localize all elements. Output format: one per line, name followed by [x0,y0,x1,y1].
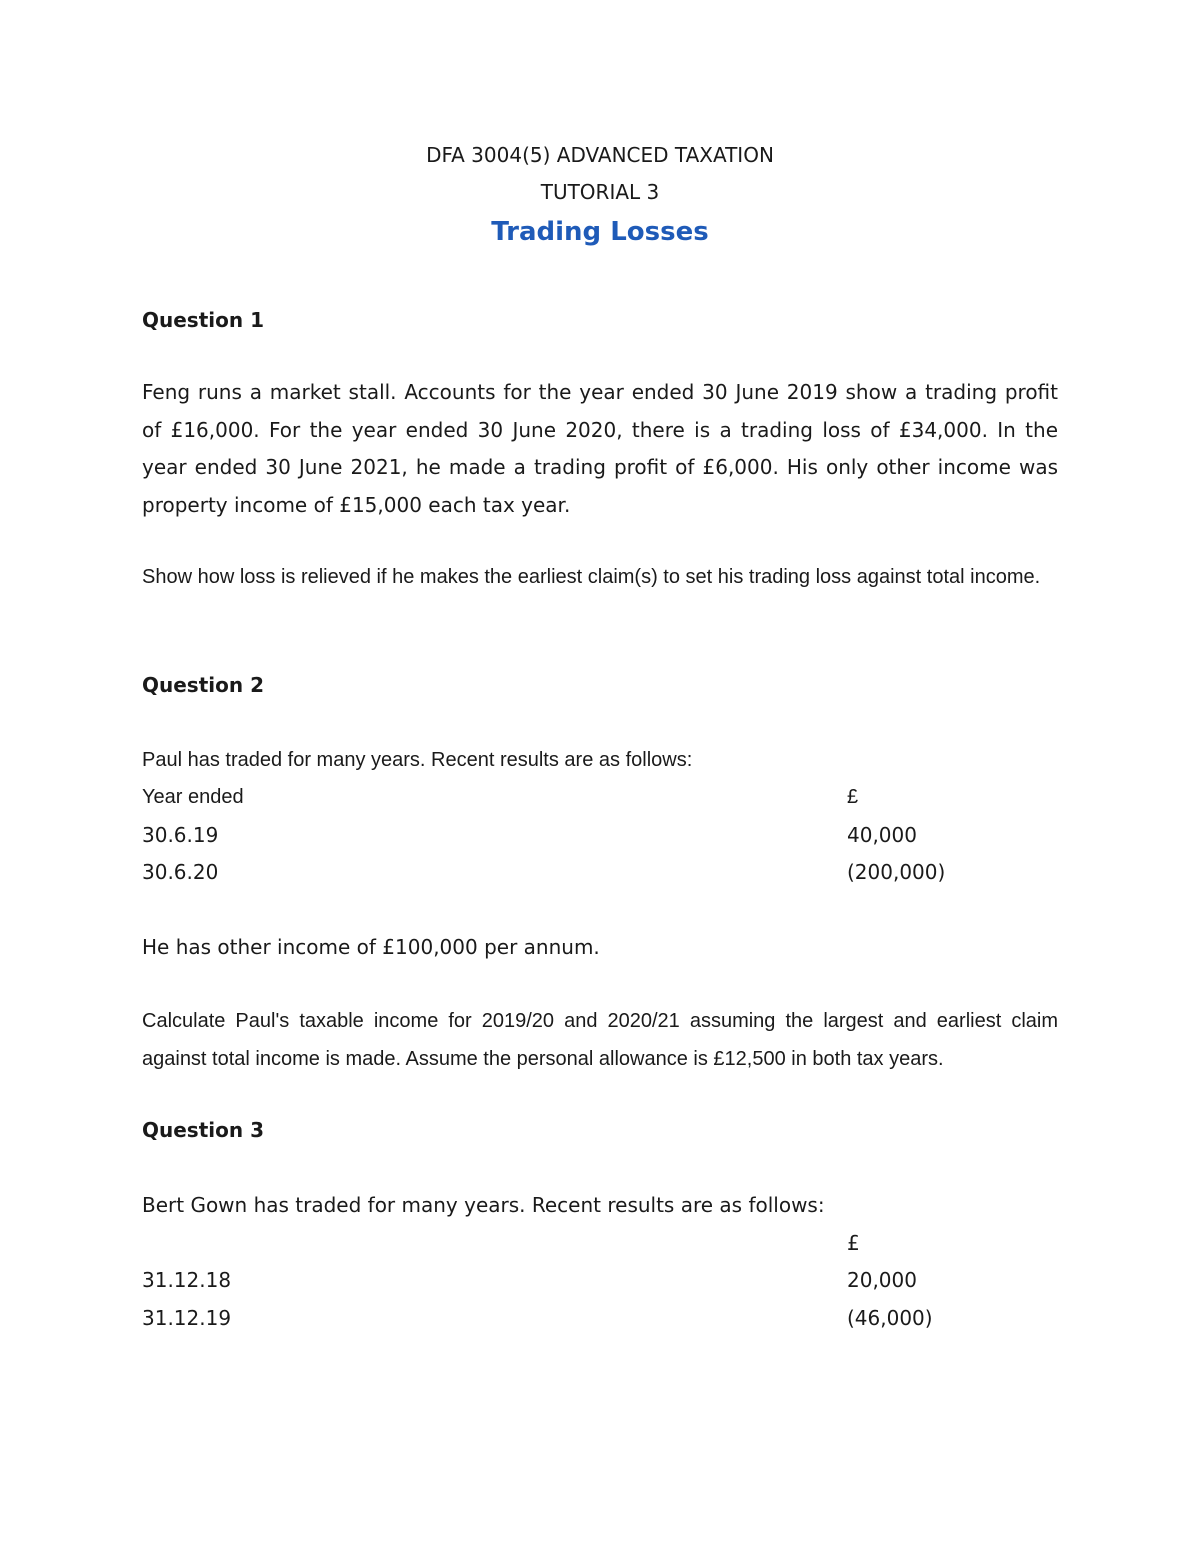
course-code: DFA 3004(5) ADVANCED TAXATION [426,143,774,167]
question-1-paragraph: Feng runs a market stall. Accounts for the year ended 30 June 2019 show a trading profit of £16,000. For the year ended 30 June 2020, there is a trading loss of £34,000. In the year ended 30 June 2021, he made a trading profit of £6,000. His only other income was property income of £15,000 each tax year. [142,380,1058,517]
table-cell: 30.6.19 [142,822,219,847]
question-1-task: Show how loss is relieved if he makes the earliest claim(s) to set his trading loss against total income. [142,566,1041,588]
document-page [142,138,1058,1337]
table-header-cell [142,1225,847,1263]
question-2-task: Calculate Paul's taxable income for 2019/20 and 2020/21 assuming the largest and earliest claim against total income is made. Assume the personal allowance is £12,500 in both tax years. [142,1010,1058,1070]
table-header-row [142,1225,1058,1263]
question-2-other-income: He has other income of £100,000 per annum. [142,934,600,959]
table-row [142,1300,1058,1338]
table-cell: 31.12.18 [142,1268,232,1292]
question-3-heading: Question 3 [142,1118,264,1142]
question-1-heading: Question 1 [142,308,264,332]
question-2-intro: Paul has traded for many years. Recent results are as follows: [142,748,693,771]
table-header-row [142,779,1058,817]
question-2-heading: Question 2 [142,672,264,697]
table-header-cell: £ [847,1230,860,1255]
table-cell: 31.12.19 [142,1305,232,1330]
page-title: Trading Losses [491,217,709,247]
tutorial-number: TUTORIAL 3 [540,180,660,204]
table-cell: (200,000) [847,860,946,884]
table-cell: 20,000 [847,1268,917,1292]
table-cell: 40,000 [847,822,917,847]
table-row [142,1262,1058,1300]
table-row [142,817,1058,855]
question-3-intro: Bert Gown has traded for many years. Recent results are as follows: [142,1193,825,1217]
table-header-cell: Year ended [142,786,244,808]
table-header-cell: £ [847,786,859,808]
table-cell: 30.6.20 [142,860,219,884]
table-cell: (46,000) [847,1305,933,1330]
table-row [142,854,1058,892]
